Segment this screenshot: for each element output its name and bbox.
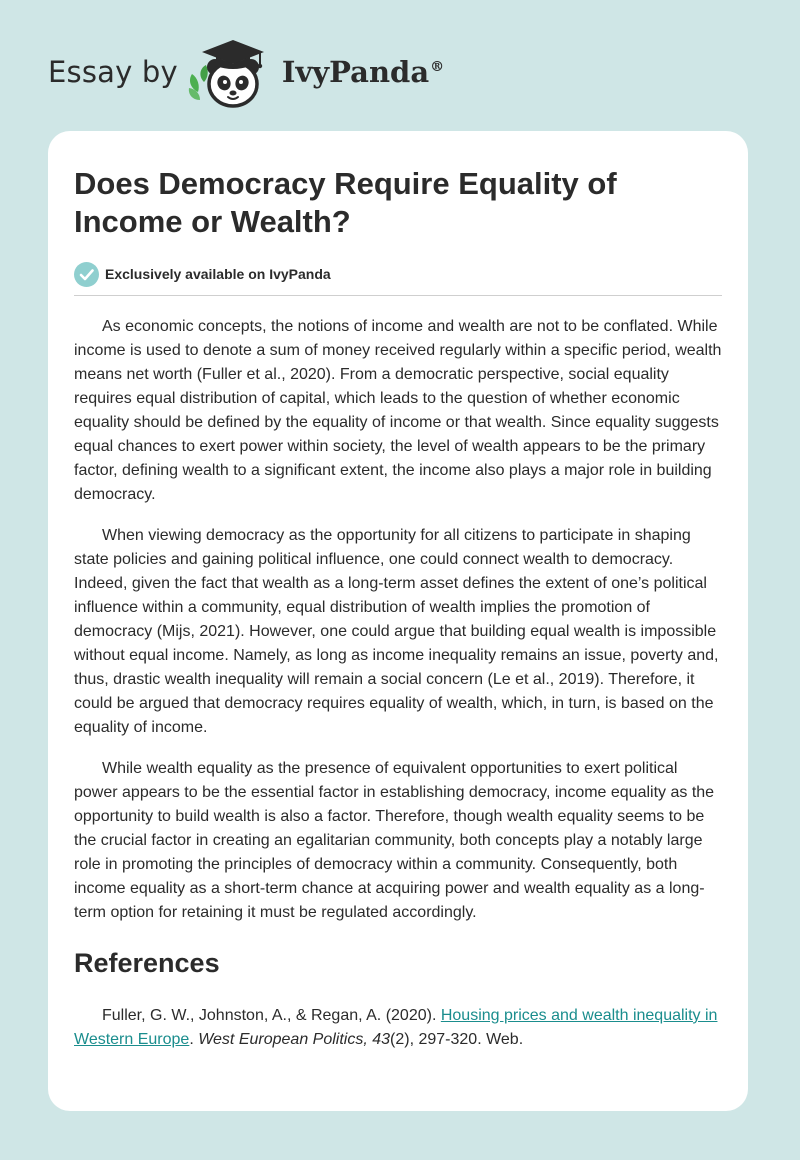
essay-card	[48, 131, 748, 1111]
brand-prefix: Essay by	[48, 55, 178, 89]
body-paragraph-2: When viewing democracy as the opportunity for all citizens to participate in shaping state policies and gaining political influence, one could connect wealth to democracy. Indeed, given the fact that wealth as a long-term asset defines the extent of one’s political influence within a community, equal distribution of wealth implies the promotion of democracy (Mijs, 2021). However, one could argue that building equal wealth is impossible without equal income. Namely, as long as income inequality remains an issue, poverty and, thus, drastic wealth inequality will remain a social concern (Le et al., 2019). Therefore, it could be argued that democracy requires equality of wealth, which, in turn, is based on the equality of income.	[74, 527, 719, 736]
reference-journal: West European Politics, 43	[198, 1031, 391, 1048]
reference-authors: Fuller, G. W., Johnston, A., & Regan, A. (2020).	[102, 1007, 441, 1024]
references-heading: References	[74, 948, 220, 978]
reference-separator: .	[189, 1031, 199, 1048]
panda-graduate-icon	[184, 34, 276, 110]
reference-entry	[74, 1004, 722, 1052]
reference-link[interactable]: Housing prices and wealth inequality in Western Europe	[74, 1007, 718, 1048]
essay-title: Does Democracy Require Equality of Income or Wealth?	[74, 166, 617, 239]
site-brand[interactable]	[48, 34, 444, 110]
body-paragraph-1: As economic concepts, the notions of income and wealth are not to be conflated. While income is used to denote a sum of money received regularly within a specific period, wealth means net worth (Fuller et al., 2020). From a democratic perspective, social equality requires equal distribution of capital, which leads to the question of whether economic equality should be defined by the equality of income or that wealth. Since equality suggests equal chances to exert power within society, the level of wealth appears to be the primary factor, defining wealth to a significant extent, the income also plays a major role in building democracy.	[74, 318, 722, 503]
reference-issue-pages: (2), 297-320. Web.	[390, 1031, 524, 1048]
exclusive-badge-text: Exclusively available on IvyPanda	[105, 266, 331, 282]
registered-mark: ®	[430, 59, 445, 76]
title-divider	[74, 295, 722, 296]
exclusive-badge	[74, 261, 722, 287]
body-paragraph-3: While wealth equality as the presence of equivalent opportunities to exert political power appears to be the essential factor in establishing democracy, income equality as the opportunity to build wealth is also a factor. Therefore, though wealth equality seems to be the crucial factor in creating an egalitarian community, both concepts play a notably large role in promoting the principles of democracy within a community. Consequently, both income equality as a short-term chance at acquiring power and wealth equality as a long-term option for retaining it must be regulated accordingly.	[74, 760, 715, 921]
brand-name: IvyPanda®	[281, 55, 445, 89]
check-circle-icon	[74, 262, 99, 287]
